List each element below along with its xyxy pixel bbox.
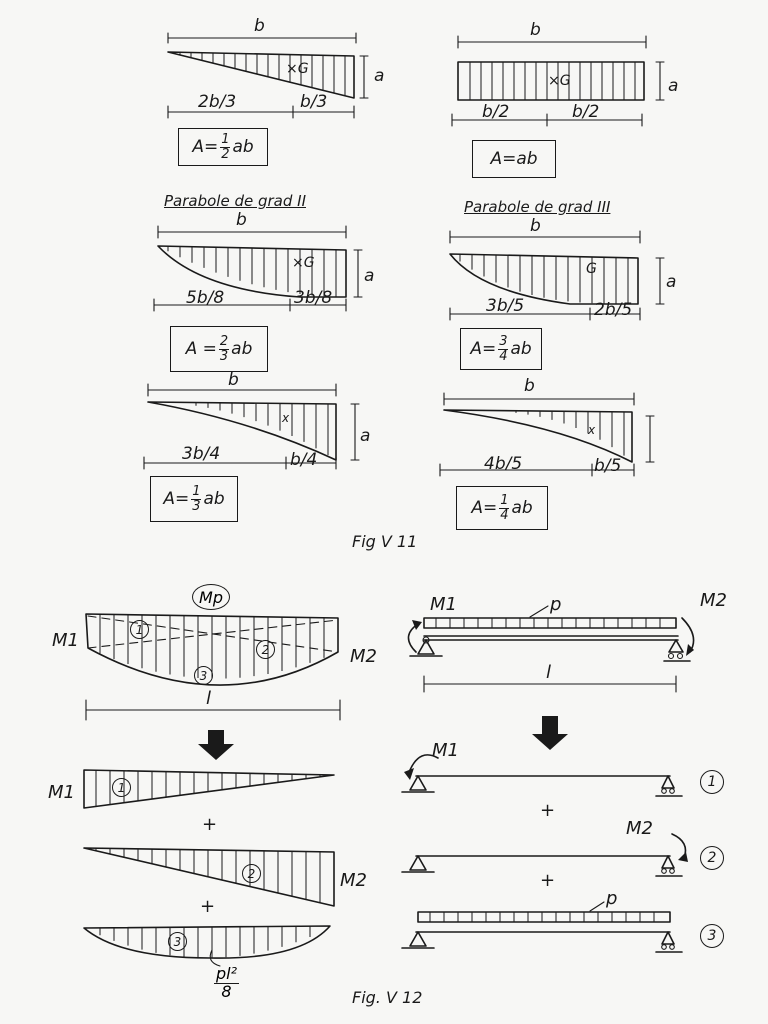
tri-area-box: A= $\frac{1}{2}$ ab [178, 128, 268, 166]
tri-right-seg: b/3 [300, 92, 328, 112]
down-arrow-right [532, 716, 568, 750]
span-beam-label: l [546, 662, 552, 683]
part-3-marker-top: 3 [194, 666, 213, 685]
rect-area-box: A=ab [472, 140, 556, 178]
p2-a-label: a [364, 266, 375, 286]
s3-b-label: b [524, 376, 535, 396]
s2-a-label: a [360, 426, 371, 446]
tri-centroid-label: ×G [286, 61, 309, 77]
rect-centroid-label: ×G [548, 73, 571, 89]
s3-left-seg: 4b/5 [484, 454, 523, 474]
mp-label: Mp [192, 584, 230, 610]
s3-right-seg: b/5 [594, 456, 622, 476]
p2-centroid-label: ×G [292, 255, 315, 271]
case-3-marker: 3 [700, 924, 724, 948]
part-3-marker: 3 [168, 932, 187, 951]
parabola-2-spandrel-diagram [144, 384, 359, 469]
beam-loaded [408, 606, 694, 692]
m2-left-label: M2 [350, 646, 377, 667]
p3-b-label: b [530, 216, 541, 236]
parabola-2-title: Parabole de grad II [164, 192, 306, 210]
p3-centroid-label: G [586, 261, 597, 277]
rect-a-label: a [668, 76, 679, 96]
s3-centroid-label: x [588, 423, 596, 437]
part-1-marker: 1 [112, 778, 131, 797]
load-label-bottom: p [606, 888, 618, 909]
tri-b-label: b [254, 16, 265, 36]
m1-left-label: M1 [52, 630, 79, 651]
s2-area-box: A= $\frac{1}{3}$ ab [150, 476, 238, 522]
m1-beam-label: M1 [430, 594, 457, 615]
part-2-marker: 2 [242, 864, 261, 883]
plus-2-left: + [200, 896, 216, 917]
m2-part-label: M2 [340, 870, 367, 891]
moment-diagram-total [86, 614, 340, 720]
p3-left-seg: 3b/5 [486, 296, 525, 316]
midspan-moment-label: pl² 8 [216, 964, 238, 1001]
p3-area-box: A= $\frac{3}{4}$ ab [460, 328, 542, 370]
case-1-marker: 1 [700, 770, 724, 794]
m1-case-label: M1 [432, 740, 459, 761]
rect-right-seg: b/2 [572, 102, 600, 122]
m2-beam-label: M2 [700, 590, 727, 611]
p3-right-seg: 2b/5 [594, 300, 633, 320]
m2-case-label: M2 [626, 818, 653, 839]
part-2-marker-top: 2 [256, 640, 275, 659]
s2-centroid-label: x [282, 411, 290, 425]
tri-a-label: a [374, 66, 385, 86]
p2-right-seg: 3b/8 [294, 288, 333, 308]
plus-1-left: + [202, 814, 218, 835]
part-1-marker-top: 1 [130, 620, 149, 639]
p2-area-box: A = $\frac{2}{3}$ ab [170, 326, 268, 372]
fig11-caption: Fig V 11 [352, 532, 418, 551]
fig12-caption: Fig. V 12 [352, 988, 423, 1007]
load-label-top: p [550, 594, 562, 615]
beam-case-3 [402, 902, 682, 952]
rect-b-label: b [530, 20, 541, 40]
rect-left-seg: b/2 [482, 102, 510, 122]
span-left-label: l [206, 688, 212, 709]
p2-left-seg: 5b/8 [186, 288, 225, 308]
parabola-3-title: Parabole de grad III [464, 198, 611, 216]
p2-b-label: b [236, 210, 247, 230]
parabola-3-spandrel-diagram [440, 393, 654, 476]
moment-diagram-part-3 [84, 926, 330, 958]
plus-1-right: + [540, 800, 556, 821]
case-2-marker: 2 [700, 846, 724, 870]
plus-2-right: + [540, 870, 556, 891]
s2-left-seg: 3b/4 [182, 444, 221, 464]
s2-right-seg: b/4 [290, 450, 318, 470]
p3-a-label: a [666, 272, 677, 292]
s2-b-label: b [228, 370, 239, 390]
down-arrow-left [198, 730, 234, 760]
m1-part-label: M1 [48, 782, 75, 803]
s3-area-box: A= $\frac{1}{4}$ ab [456, 486, 548, 530]
tri-left-seg: 2b/3 [198, 92, 237, 112]
beam-case-1 [402, 755, 682, 796]
